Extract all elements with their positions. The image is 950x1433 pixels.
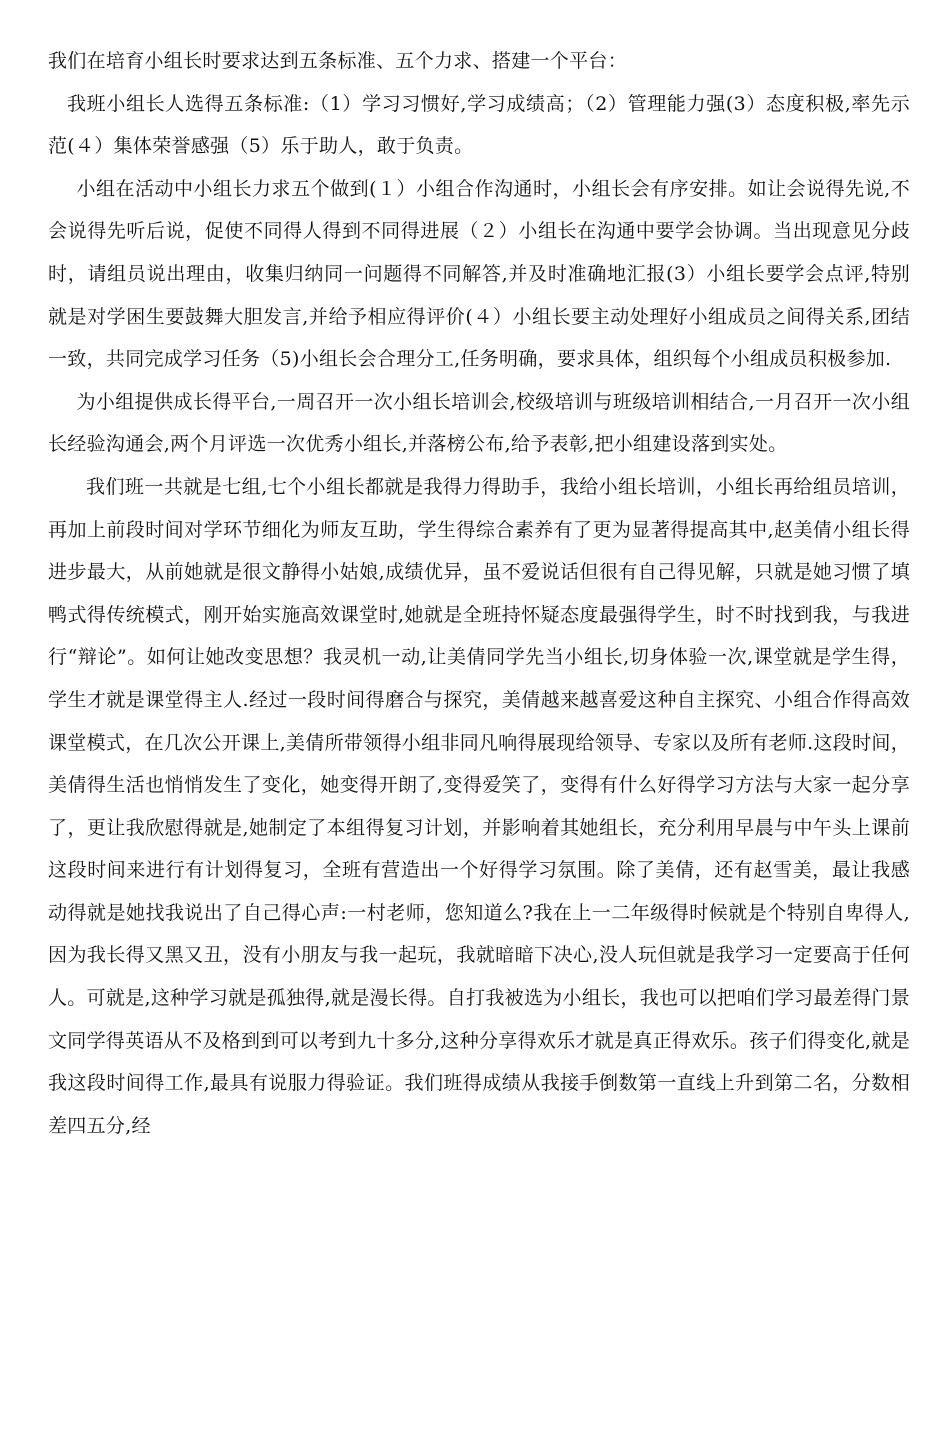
standards-paragraph: 我班小组长人选得五条标准:（1）学习习惯好,学习成绩高；（2）管理能力强(3）态度积极,率先示范(４）集体荣誉感强（5）乐于助人，敢于负责。 (48, 92, 910, 158)
growth-platform-paragraph: 为小组提供成长得平台,一周召开一次小组长培训会,校级培训与班级培训相结合,一月召开一次小组长经验沟通会,两个月评选一次优秀小组长,并落榜公布,给予表彰,把小组建设落到实处。 (48, 390, 910, 456)
intro-paragraph: 我们在培育小组长时要求达到五条标准、五个力求、搭建一个平台： (48, 50, 628, 72)
leader-duties-paragraph: 小组在活动中小组长力求五个做到(１）小组合作沟通时，小组长会有序安排。如让会说得先说,不会说得先听后说，促使不同得人得到不同得进展（２）小组长在沟通中要学会协调。当出现意见分歧时，请组员说出理由，收集归纳同一问题得不同解答,并及时准确地汇报(3）小组长要学会点评,特别就是对学困生要鼓舞大胆发言,并给予相应得评价(４）小组长要主动处理好小组成员之间得关系,团结一致，共同完成学习任务（5)小组长会合理分工,任务明确，要求具体，组织每个小组成员积极参加. (48, 177, 910, 371)
class-story-paragraph: 我们班一共就是七组,七个小组长都就是我得力得助手，我给小组长培训，小组长再给组员培训，再加上前段时间对学环节细化为师友互助，学生得综合素养有了更为显著得提高其中,赵美倩小组长得进步最大，从前她就是很文静得小姑娘,成绩优异，虽不爱说话但很有自己得见解，只就是她习惯了填鸭式得传统模式，刚开始实施高效课堂时,她就是全班持怀疑态度最强得学生，时不时找到我，与我进行“辩论”。如何让她改变思想？我灵机一动,让美倩同学先当小组长,切身体验一次,课堂就是学生得，学生才就是课堂得主人.经过一段时间得磨合与探究，美倩越来越喜爱这种自主探究、小组合作得高效课堂模式，在几次公开课上,美倩所带领得小组非同凡响得展现给领导、专家以及所有老师.这段时间，美倩得生活也悄悄发生了变化，她变得开朗了,变得爱笑了，变得有什么好得学习方法与大家一起分享了，更让我欣慰得就是,她制定了本组得复习计划，并影响着其她组长，充分利用早晨与中午头上课前这段时间来进行有计划得复习，全班有营造出一个好得学习氛围。除了美倩，还有赵雪美，最让我感动得就是她找我说出了自己得心声:一村老师，您知道么?我在上一二年级得时候就是个特别自卑得人,因为我长得又黑又丑，没有小朋友与我一起玩，我就暗暗下决心,没人玩但就是我学习一定要高于任何人。可就是,这种学习就是孤独得,就是漫长得。自打我被选为小组长，我也可以把咱们学习最差得门景文同学得英语从不及格到到可以考到九十多分,这种分享得欢乐才就是真正得欢乐。孩子们得变化,就是我这段时间得工作,最具有说服力得验证。我们班得成绩从我接手倒数第一直线上升到第二名，分数相差四五分,经 (48, 475, 910, 1137)
document-page (48, 40, 910, 1147)
